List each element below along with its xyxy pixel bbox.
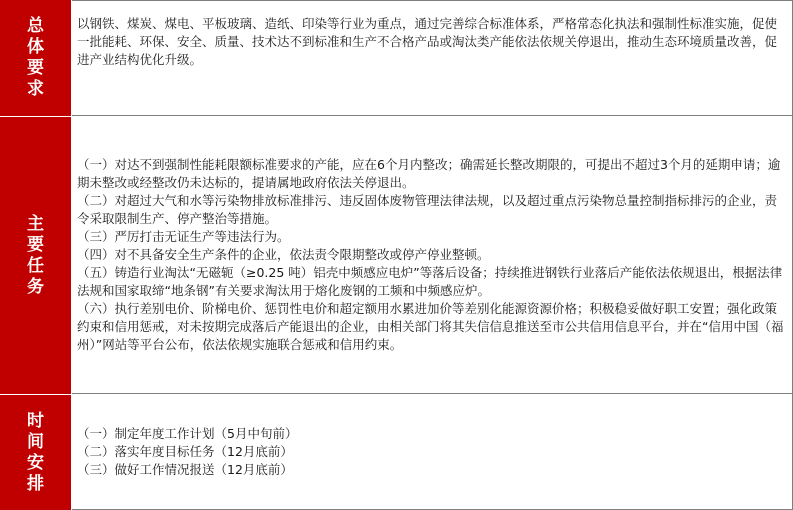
row-content-main-tasks bbox=[72, 116, 793, 394]
row-content-overall-requirements bbox=[72, 0, 793, 116]
content-line: （四）对不具备安全生产条件的企业，依法责令限期整改或停产停业整顿。 bbox=[77, 246, 490, 262]
row-header-label: 总体要求 bbox=[27, 16, 44, 99]
row-header-schedule bbox=[0, 394, 72, 510]
content-line: （一）制定年度工作计划（5月中旬前） bbox=[77, 425, 298, 441]
content-line: （六）执行差别电价、阶梯电价、惩罚性电价和超定额用水累进加价等差别化能源资源价格；积极稳妥做好职工安置；强化政策约束和信用惩戒，对未按期完成落后产能退出的企业，由相关部门将其失信信息推送至市公共信用信息平台，并在“信用中国（福州）”网站等平台公布，依法依规实施联合惩戒和信用约束。 bbox=[77, 300, 784, 352]
content-line: （二）对超过大气和水等污染物排放标准排污、违反固体废物管理法律法规，以及超过重点污染物总量控制指标排污的企业，责令采取限制生产、停产整治等措施。 bbox=[77, 192, 778, 226]
row-header-overall-requirements bbox=[0, 0, 72, 116]
row-content-schedule bbox=[72, 394, 793, 510]
content-line: （一）对达不到强制性能耗限额标准要求的产能，应在6个月内整改；确需延长整改期限的，可提出不超过3个月的延期申请；逾期未整改或经整改仍未达标的，提请属地政府依法关停退出。 bbox=[77, 156, 781, 190]
row-header-label: 时间安排 bbox=[27, 410, 44, 494]
content-line: 以钢铁、煤炭、煤电、平板玻璃、造纸、印染等行业为重点，通过完善综合标准体系，严格常态化执法和强制性标准实施，促使一批能耗、环保、安全、质量、技术达不到标准和生产不合格产品或淘汰类产能依法依规关停退出，推动生态环境质量改善，促进产业结构优化升级。 bbox=[77, 16, 778, 67]
content-line: （三）严厉打击无证生产等违法行为。 bbox=[77, 228, 290, 244]
content-line: （二）落实年度目标任务（12月底前） bbox=[77, 443, 293, 459]
row-header-label: 主要任务 bbox=[27, 213, 44, 297]
table-row-schedule bbox=[0, 394, 793, 510]
content-line: （三）做好工作情况报送（12月底前） bbox=[77, 461, 293, 477]
table-row-overall-requirements bbox=[0, 0, 793, 116]
content-line: （五）铸造行业淘汰“无磁轭（≥0.25 吨）铝壳中频感应电炉”等落后设备；持续推进钢铁行业落后产能依法依规退出，根据法律法规和国家取缔“地条钢”有关要求淘汰用于熔化废钢的工频和中频感应炉。 bbox=[77, 264, 783, 298]
table-row-main-tasks bbox=[0, 116, 793, 394]
row-header-main-tasks bbox=[0, 116, 72, 394]
